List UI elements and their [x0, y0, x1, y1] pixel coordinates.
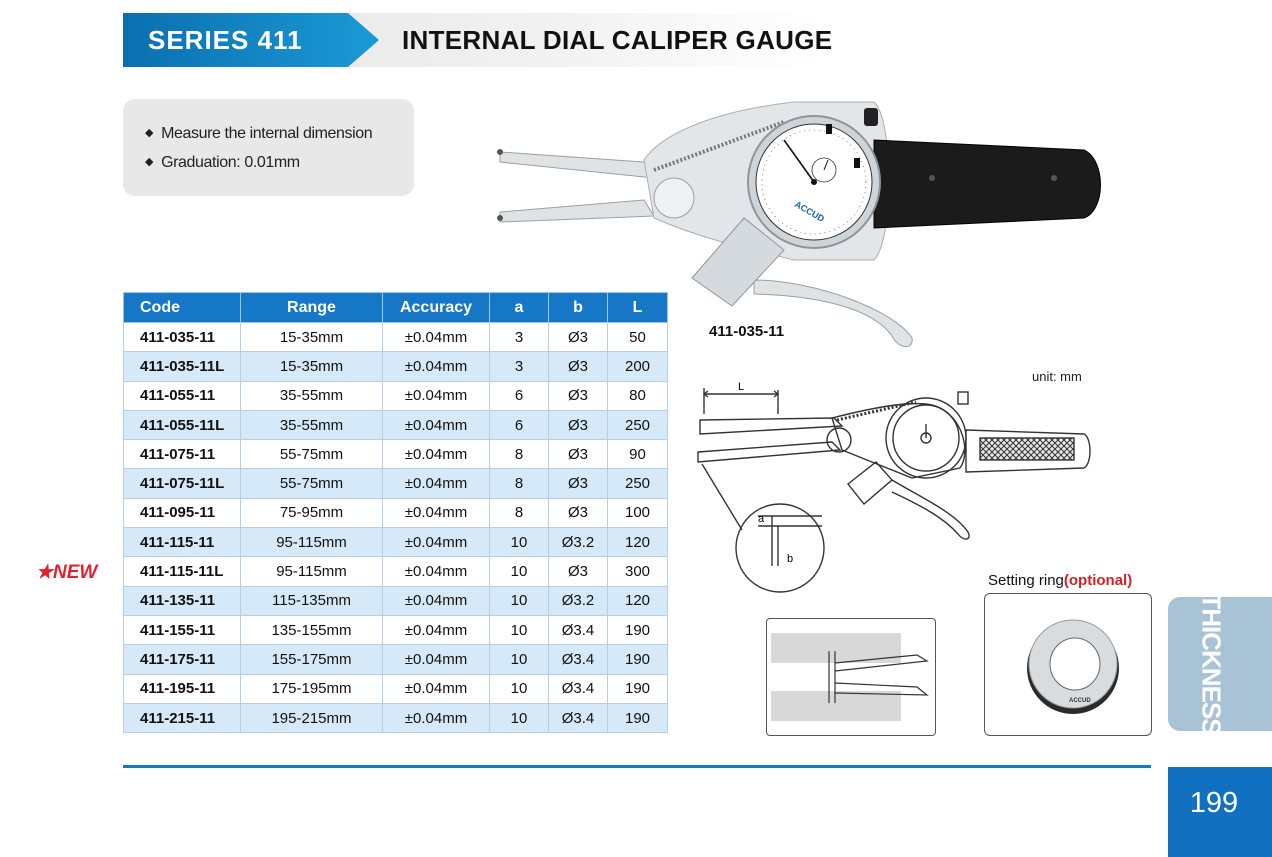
- cell-b: Ø3: [549, 440, 608, 469]
- cell-range: 35-55mm: [241, 410, 383, 439]
- cell-accuracy: ±0.04mm: [383, 469, 490, 498]
- new-badge: ★NEW: [36, 562, 98, 583]
- table-row: [124, 440, 668, 469]
- header-b: b: [549, 293, 608, 323]
- caliper-technical-drawing: [692, 380, 1092, 600]
- diamond-bullet-icon: ◆: [145, 156, 154, 168]
- cell-accuracy: ±0.04mm: [383, 615, 490, 644]
- dial-brand-text: ACCUD: [793, 199, 827, 224]
- cell-range: 55-75mm: [241, 469, 383, 498]
- cross-section-image: [766, 618, 936, 736]
- cell-L: 250: [608, 469, 668, 498]
- cell-range: 55-75mm: [241, 440, 383, 469]
- cell-L: 300: [608, 557, 668, 586]
- cell-b: Ø3.4: [549, 615, 608, 644]
- cell-b: Ø3: [549, 469, 608, 498]
- dimension-L-label: L: [738, 381, 745, 393]
- cell-a: 3: [490, 323, 549, 352]
- cell-a: 6: [490, 410, 549, 439]
- feature-item: ◆ Graduation: 0.01mm: [145, 154, 300, 171]
- dimension-b-label: b: [787, 553, 794, 565]
- section-side-tab-label: THICKNESS: [1196, 593, 1227, 735]
- spec-table: [123, 292, 668, 733]
- cell-b: Ø3: [549, 323, 608, 352]
- cell-code: 411-195-11: [124, 674, 241, 703]
- cell-code: 411-055-11L: [124, 410, 241, 439]
- table-row: [124, 410, 668, 439]
- cell-b: Ø3: [549, 410, 608, 439]
- cell-accuracy: ±0.04mm: [383, 498, 490, 527]
- cell-a: 8: [490, 469, 549, 498]
- cell-L: 80: [608, 381, 668, 410]
- cell-L: 190: [608, 645, 668, 674]
- header-L: L: [608, 293, 668, 323]
- setting-ring-image: [984, 593, 1152, 736]
- cell-b: Ø3.4: [549, 703, 608, 732]
- cell-b: Ø3.4: [549, 674, 608, 703]
- cell-accuracy: ±0.04mm: [383, 352, 490, 381]
- unit-label: unit: mm: [1032, 369, 1082, 384]
- cell-L: 250: [608, 410, 668, 439]
- series-label: SERIES 411: [148, 25, 303, 55]
- cell-range: 195-215mm: [241, 703, 383, 732]
- header-a: a: [490, 293, 549, 323]
- cell-b: Ø3.4: [549, 645, 608, 674]
- cell-L: 100: [608, 498, 668, 527]
- table-row: [124, 586, 668, 615]
- cell-accuracy: ±0.04mm: [383, 645, 490, 674]
- cell-accuracy: ±0.04mm: [383, 557, 490, 586]
- cell-code: 411-115-11L: [124, 557, 241, 586]
- table-header-row: [124, 293, 668, 323]
- table-row: [124, 674, 668, 703]
- table-row: [124, 645, 668, 674]
- cell-L: 200: [608, 352, 668, 381]
- cell-range: 135-155mm: [241, 615, 383, 644]
- cell-code: 411-075-11L: [124, 469, 241, 498]
- table-row: [124, 528, 668, 557]
- header-banner: [123, 13, 879, 67]
- cell-a: 10: [490, 586, 549, 615]
- cell-range: 95-115mm: [241, 528, 383, 557]
- cell-code: 411-035-11L: [124, 352, 241, 381]
- cell-L: 120: [608, 586, 668, 615]
- cell-code: 411-215-11: [124, 703, 241, 732]
- cell-range: 175-195mm: [241, 674, 383, 703]
- cell-accuracy: ±0.04mm: [383, 674, 490, 703]
- header-range: Range: [241, 293, 383, 323]
- header-accuracy: Accuracy: [383, 293, 490, 323]
- cell-range: 15-35mm: [241, 323, 383, 352]
- cell-a: 3: [490, 352, 549, 381]
- cell-code: 411-075-11: [124, 440, 241, 469]
- table-row: [124, 352, 668, 381]
- feature-item: ◆ Measure the internal dimension: [145, 125, 373, 142]
- cell-accuracy: ±0.04mm: [383, 410, 490, 439]
- cell-code: 411-055-11: [124, 381, 241, 410]
- cell-L: 50: [608, 323, 668, 352]
- table-row: [124, 498, 668, 527]
- diamond-bullet-icon: ◆: [145, 127, 154, 139]
- cell-accuracy: ±0.04mm: [383, 586, 490, 615]
- cell-accuracy: ±0.04mm: [383, 381, 490, 410]
- cell-L: 190: [608, 615, 668, 644]
- cell-a: 10: [490, 557, 549, 586]
- cell-a: 6: [490, 381, 549, 410]
- cell-b: Ø3.2: [549, 528, 608, 557]
- page-number: 199: [1189, 787, 1239, 819]
- cell-code: 411-175-11: [124, 645, 241, 674]
- setting-ring-label: Setting ring(optional): [988, 572, 1133, 589]
- cell-a: 10: [490, 674, 549, 703]
- header-code: Code: [124, 293, 241, 323]
- cell-range: 35-55mm: [241, 381, 383, 410]
- cell-code: 411-155-11: [124, 615, 241, 644]
- cell-b: Ø3: [549, 381, 608, 410]
- table-row: [124, 469, 668, 498]
- page-title: INTERNAL DIAL CALIPER GAUGE: [402, 25, 833, 55]
- cell-code: 411-035-11: [124, 323, 241, 352]
- cell-a: 8: [490, 498, 549, 527]
- cell-code: 411-115-11: [124, 528, 241, 557]
- cell-range: 115-135mm: [241, 586, 383, 615]
- dimension-a-label: a: [758, 513, 765, 525]
- footer-rule: [123, 765, 1151, 768]
- table-row: [124, 557, 668, 586]
- cell-accuracy: ±0.04mm: [383, 528, 490, 557]
- cell-L: 190: [608, 703, 668, 732]
- cell-accuracy: ±0.04mm: [383, 440, 490, 469]
- cell-L: 120: [608, 528, 668, 557]
- table-row: [124, 381, 668, 410]
- product-caption: 411-035-11: [709, 323, 785, 340]
- cell-code: 411-095-11: [124, 498, 241, 527]
- cell-a: 8: [490, 440, 549, 469]
- cell-a: 10: [490, 528, 549, 557]
- table-row: [124, 703, 668, 732]
- table-row: [124, 615, 668, 644]
- cell-accuracy: ±0.04mm: [383, 323, 490, 352]
- features-box: [123, 99, 414, 196]
- cross-section-illustration: [767, 619, 935, 735]
- cell-accuracy: ±0.04mm: [383, 703, 490, 732]
- cell-range: 155-175mm: [241, 645, 383, 674]
- cell-b: Ø3: [549, 557, 608, 586]
- cell-L: 90: [608, 440, 668, 469]
- cell-b: Ø3.2: [549, 586, 608, 615]
- cell-a: 10: [490, 703, 549, 732]
- table-row: [124, 323, 668, 352]
- optional-tag: (optional): [1063, 572, 1133, 589]
- cell-a: 10: [490, 615, 549, 644]
- cell-L: 190: [608, 674, 668, 703]
- setting-ring-illustration: [985, 594, 1151, 735]
- cell-a: 10: [490, 645, 549, 674]
- cell-code: 411-135-11: [124, 586, 241, 615]
- cell-range: 95-115mm: [241, 557, 383, 586]
- cell-range: 75-95mm: [241, 498, 383, 527]
- cell-range: 15-35mm: [241, 352, 383, 381]
- cell-b: Ø3: [549, 352, 608, 381]
- cell-b: Ø3: [549, 498, 608, 527]
- ring-brand-text: ACCUD: [1069, 698, 1091, 704]
- features-list: [145, 125, 372, 183]
